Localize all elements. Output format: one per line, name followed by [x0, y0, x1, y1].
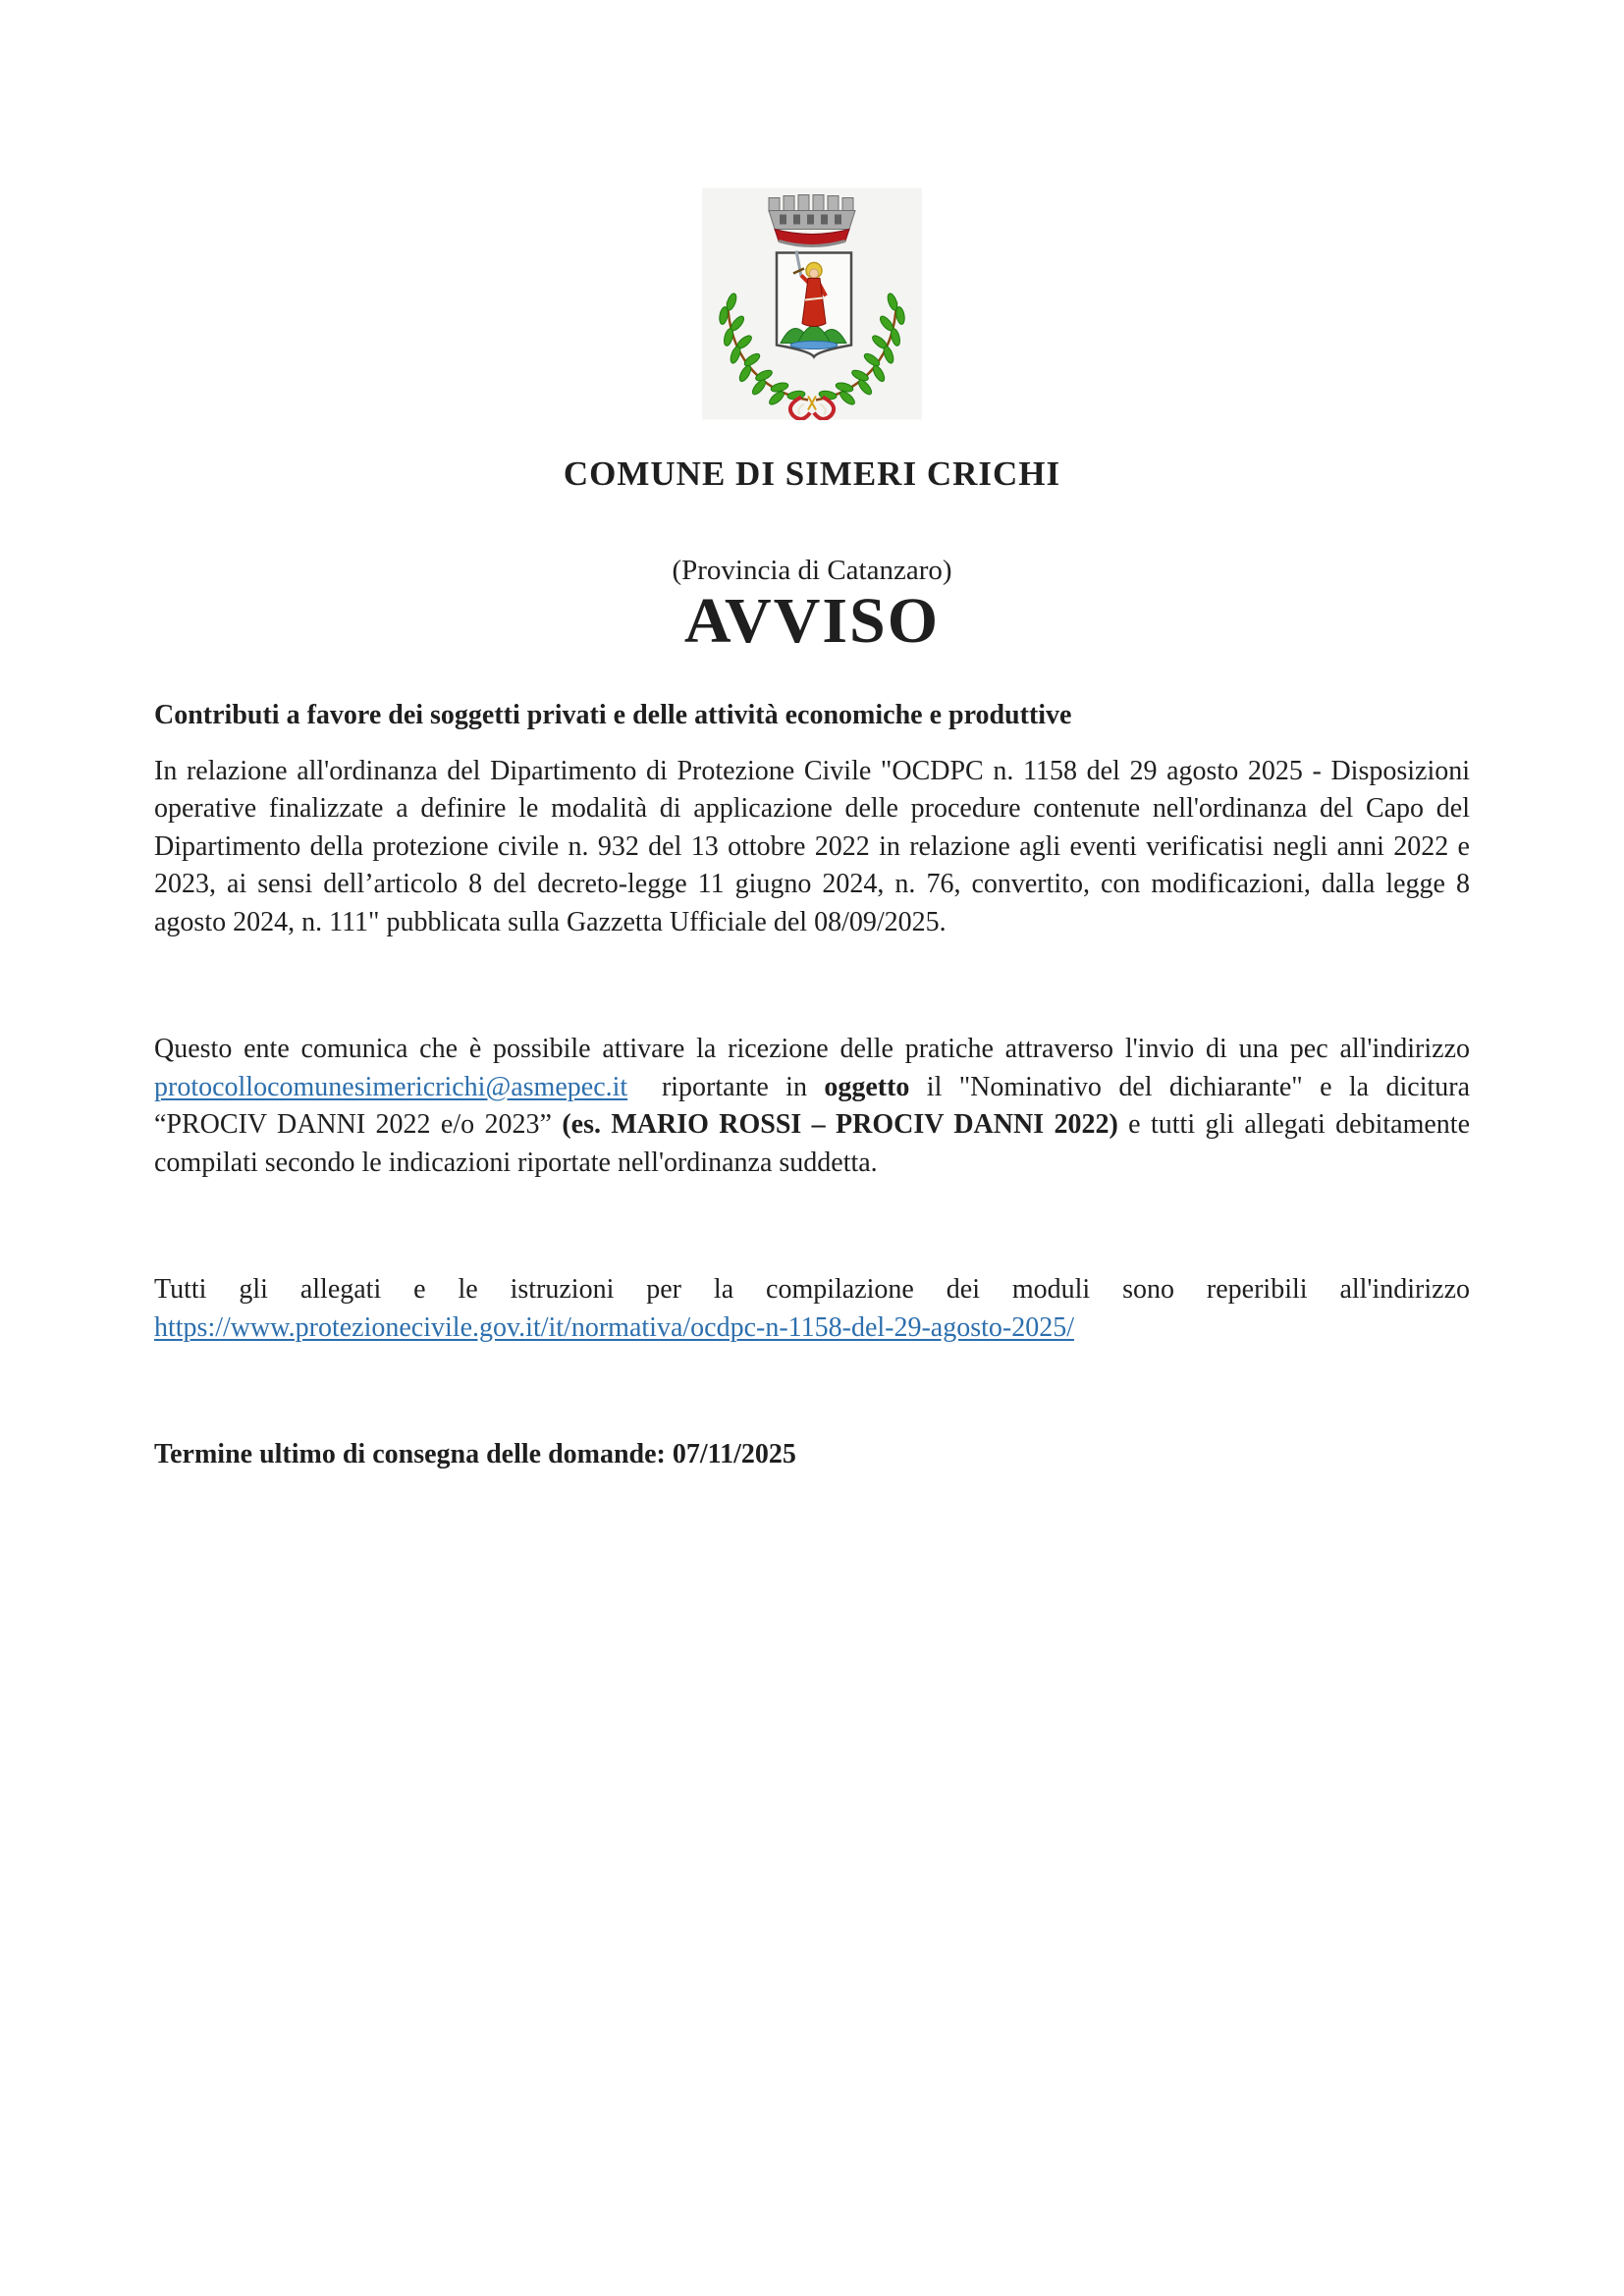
hyperlink[interactable]: protocollocomunesimericrichi@asmepec.it [154, 1071, 628, 1102]
bold-text: (es. MARIO ROSSI – PROCIV DANNI 2022) [562, 1109, 1118, 1140]
municipal-crest-icon [702, 187, 922, 420]
hyperlink[interactable]: https://www.protezionecivile.gov.it/it/normativa/ocdpc-n-1158-del-29-agosto-2025/ [154, 1311, 1075, 1343]
bold-text: oggetto [824, 1071, 910, 1102]
deadline-line: Termine ultimo di consegna delle domande: 07/11/2025 [154, 1439, 796, 1469]
text-run: riportante in [627, 1071, 825, 1102]
text-run: Tutti gli allegati e le istruzioni per la compilazione dei moduli sono reperibili all'indirizzo [154, 1274, 1470, 1305]
notice-title: AVVISO [683, 585, 941, 657]
text-run: e tutti gli allegati debitamente compilati secondo le indicazioni riportate nell'ordinanza suddetta. [154, 1109, 1470, 1178]
municipality-name: COMUNE DI SIMERI CRICHI [563, 454, 1061, 493]
paragraph-ordinance: In relazione all'ordinanza del Dipartimento di Protezione Civile "OCDPC n. 1158 del 29 agosto 2025 - Disposizioni operative finalizzate a definire le modalità di applicazione delle procedure contenute nell'ordinanza del Capo del Dipartimento della protezione civile n. 932 del 13 ottobre 2022 in relazione agli eventi verificatisi negli anni 2022 e 2023, ai sensi dell’articolo 8 del decreto-legge 11 giugno 2024, n. 76, convertito, con modificazioni, dalla legge 8 agosto 2024, n. 111" pubblicata sulla Gazzetta Ufficiale del 08/09/2025. [154, 755, 1470, 937]
shield-icon [777, 251, 851, 357]
text-run: il "Nominativo del dichiarante" e la dicitura “PROCIV DANNI 2022 e/o 2023” [154, 1071, 1471, 1140]
subject-heading: Contributi a favore dei soggetti privati e delle attività economiche e produttive [154, 700, 1072, 730]
paragraph-attachments [154, 1271, 1470, 1347]
crest-container [702, 187, 922, 420]
province-subtitle: (Provincia di Catanzaro) [672, 555, 952, 586]
document-body [154, 697, 1470, 1474]
text-run: Questo ente comunica che è possibile attivare la ricezione delle pratiche attraverso l'invio di una pec all'indirizzo [154, 1034, 1470, 1064]
paragraph-pec-instructions [154, 1031, 1470, 1182]
